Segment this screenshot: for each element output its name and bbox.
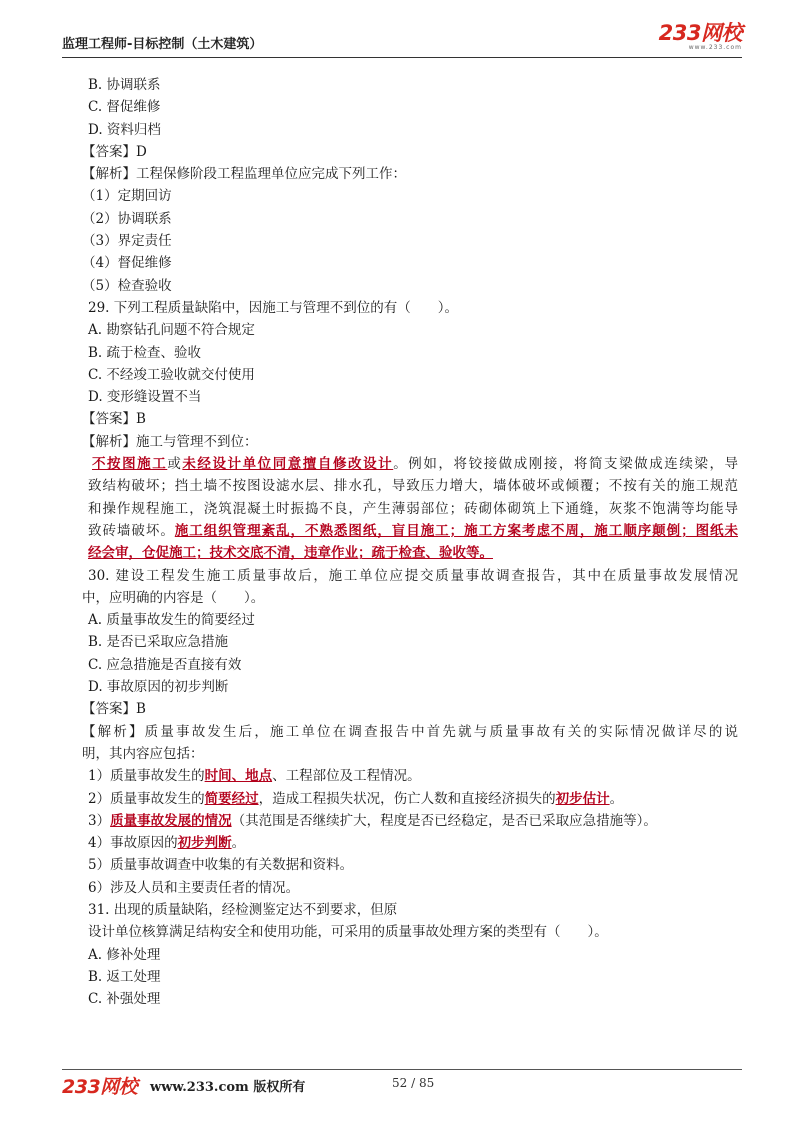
option-line: D. 资料归档 (88, 121, 161, 138)
emphasis-text: 时间、地点 (204, 768, 273, 785)
paragraph-line: 和操作规程施工，浇筑混凝土时振捣不良，产生薄弱部位；砖砌体砌筑上下通缝，灰浆不饱满等均能导 (88, 500, 738, 517)
option-line: B. 协调联系 (88, 77, 161, 93)
footer-logo[interactable]: 233网校 (62, 1076, 138, 1098)
option-line: B. 返工处理 (88, 968, 161, 985)
option-line: C. 应急措施是否直接有效 (88, 656, 242, 673)
list-item: （1）定期回访 (82, 188, 172, 205)
emphasis-text: 质量事故发展的情况 (110, 812, 232, 829)
page-header (62, 21, 742, 58)
answer-line: 【答案】D (82, 143, 147, 160)
list-item: 5）质量事故调查中收集的有关数据和资料。 (88, 857, 354, 874)
list-item: 3）质量事故发展的情况（其范围是否继续扩大，程度是否已经稳定，是否已采取应急措施等）。 (88, 812, 657, 829)
option-line: C. 督促维修 (88, 99, 161, 116)
emphasis-text: 初步判断 (177, 835, 232, 852)
paragraph-line (62, 542, 738, 564)
list-item: （2）协调联系 (82, 210, 172, 227)
list-item: （3）界定责任 (82, 233, 172, 250)
option-line: D. 变形缝设置不当 (88, 389, 202, 406)
analysis-line: 【解析】施工与管理不到位： (82, 433, 258, 450)
option-line: C. 补强处理 (88, 991, 161, 1008)
emphasis-text: 简要经过 (204, 790, 259, 807)
list-item: 2）质量事故发生的简要经过，造成工程损失状况，伤亡人数和直接经济损失的初步估计。 (88, 790, 624, 807)
analysis-line: 【解析】工程保修阶段工程监理单位应完成下列工作： (82, 166, 406, 183)
question-30-cont: 中，应明确的内容是（ ）。 (82, 589, 265, 606)
list-item: 6）涉及人员和主要责任者的情况。 (88, 879, 300, 896)
copyright-text: www.233.com 版权所有 (150, 1080, 306, 1095)
question-30: 30. 建设工程发生施工质量事故后，施工单位应提交质量事故调查报告，其中在质量事故发展情况 (88, 567, 738, 584)
question-31: 31. 出现的质量缺陷，经检测鉴定达不到要求，但原 (88, 901, 398, 918)
emphasis-text: 未经设计单位同意擅自修改设计 (182, 456, 394, 473)
page-number: 52 / 85 (392, 1076, 435, 1090)
analysis-line: 明，其内容应包括： (82, 745, 204, 762)
page-body (62, 74, 738, 1010)
emphasis-text: 不按图施工 (92, 456, 168, 473)
analysis-line: 【解析】质量事故发生后，施工单位在调查报告中首先就与质量事故有关的实际情况做详尽的说 (82, 723, 738, 740)
option-line: D. 事故原因的初步判断 (88, 679, 229, 696)
list-item: 1）质量事故发生的时间、地点、工程部位及工程情况。 (88, 768, 421, 785)
answer-line: 【答案】B (82, 411, 146, 428)
footer-divider (62, 1069, 742, 1070)
option-line: C. 不经竣工验收就交付使用 (88, 366, 255, 383)
document-title: 监理工程师-目标控制（土木建筑） (62, 37, 263, 52)
option-line: A. 修补处理 (88, 946, 161, 963)
option-line: A. 勘察钻孔问题不符合规定 (88, 322, 255, 339)
logo-url: www.233.com (688, 44, 742, 51)
question-31-cont: 设计单位核算满足结构安全和使用功能，可采用的质量事故处理方案的类型有（ ）。 (88, 924, 608, 941)
logo-wordmark: 233网校 (658, 21, 742, 45)
brand-logo[interactable] (659, 22, 742, 52)
emphasis-text: 经会审，仓促施工；技术交底不清，违章作业；疏于检查、验收等。 (88, 545, 493, 562)
option-line: B. 疏于检查、验收 (88, 344, 202, 361)
question-29: 29. 下列工程质量缺陷中，因施工与管理不到位的有（ ）。 (88, 299, 459, 316)
list-item: 4）事故原因的初步判断。 (88, 835, 246, 852)
emphasis-text: 初步估计 (555, 790, 610, 807)
page-footer (62, 1072, 742, 1096)
option-line: A. 质量事故发生的简要经过 (88, 612, 255, 629)
answer-line: 【答案】B (82, 701, 146, 718)
paragraph-line: 致砖墙破坏。施工组织管理紊乱，不熟悉图纸，盲目施工；施工方案考虑不周，施工顺序颠倒；图纸未 (88, 522, 738, 539)
option-line: B. 是否已采取应急措施 (88, 634, 229, 651)
emphasis-text: 施工组织管理紊乱，不熟悉图纸，盲目施工；施工方案考虑不周，施工顺序颠倒；图纸未 (174, 522, 738, 539)
paragraph-line: 致结构破坏；挡土墙不按图设滤水层、排水孔，导致压力增大，墙体破坏或倾覆；不按有关的施工规范 (88, 478, 738, 495)
list-item: （4）督促维修 (82, 255, 172, 272)
header-divider (62, 57, 742, 58)
paragraph-line: 不按图施工或未经设计单位同意擅自修改设计。例如，将铰接做成刚接，将简支梁做成连续梁，导 (92, 456, 738, 473)
list-item: （5）检查验收 (82, 277, 172, 294)
